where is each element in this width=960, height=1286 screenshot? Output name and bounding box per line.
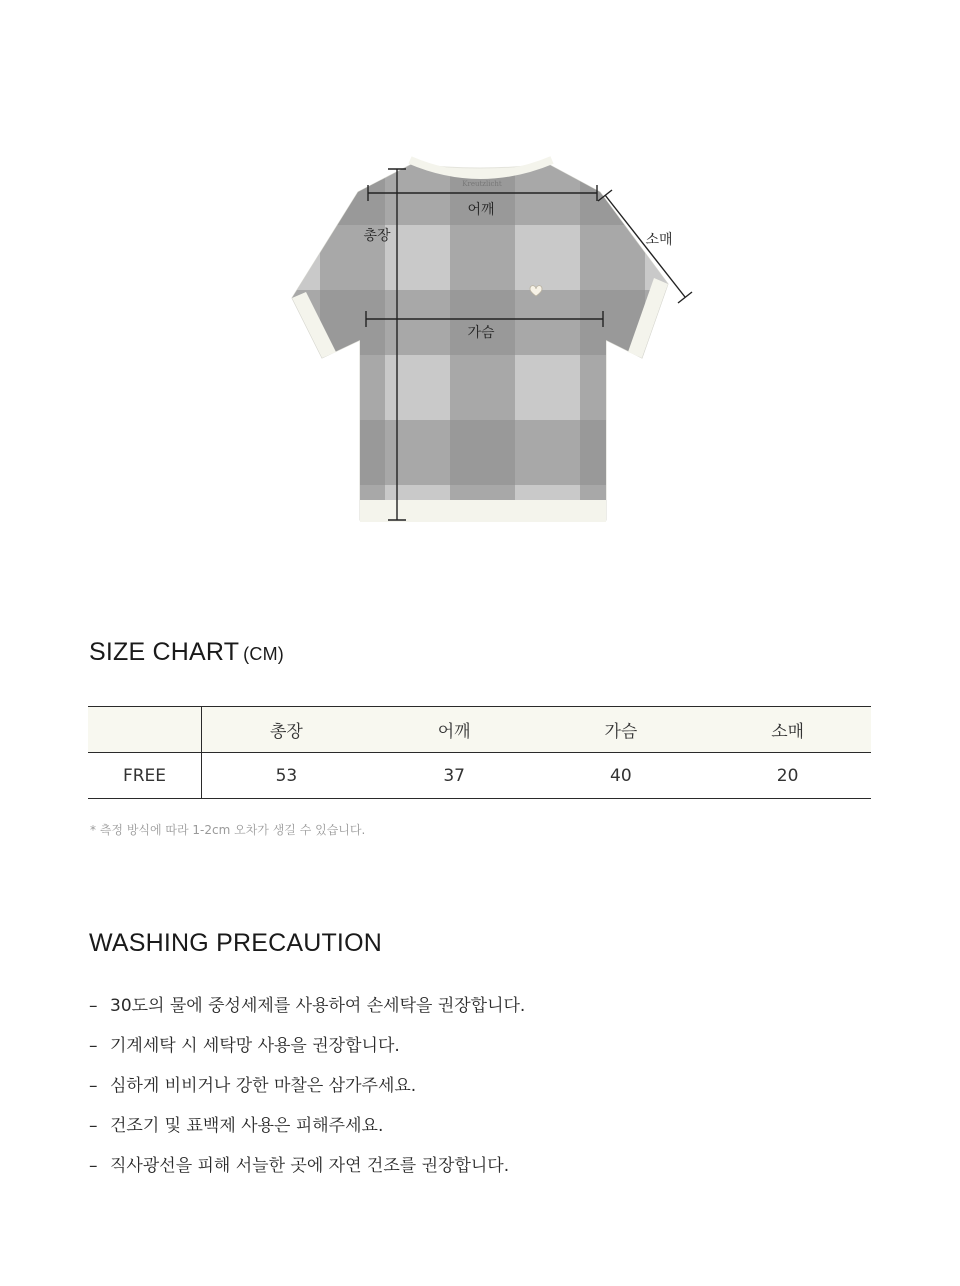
header-empty-cell [88, 707, 202, 753]
list-item [89, 1026, 525, 1066]
size-chart-title [89, 638, 284, 667]
garment-illustration [0, 150, 960, 540]
bullet-dash: – [89, 1156, 98, 1176]
size-chart-table [88, 706, 871, 799]
washing-item-text: 건조기 및 표백제 사용은 피해주세요. [110, 1116, 384, 1136]
header-shoulder: 어깨 [437, 722, 471, 742]
brand-tag: Kreutzlicht [462, 180, 502, 188]
washing-title: WASHING PRECAUTION [89, 929, 382, 957]
bullet-dash: – [89, 1116, 98, 1136]
measurement-note: * 측정 방식에 따라 1-2cm 오차가 생길 수 있습니다. [90, 823, 366, 837]
value-length: 53 [275, 765, 298, 786]
bullet-dash: – [89, 1076, 98, 1096]
label-sleeve: 소매 [645, 232, 673, 248]
value-shoulder: 37 [443, 765, 465, 786]
size-chart-unit: (CM) [243, 644, 284, 664]
value-chest: 40 [610, 765, 632, 786]
washing-item-text: 기계세탁 시 세탁망 사용을 권장합니다. [110, 1036, 400, 1056]
header-sleeve: 소매 [771, 722, 805, 742]
knit-tshirt-drawing [0, 150, 960, 540]
size-table-header-row [88, 707, 871, 753]
header-chest: 가슴 [604, 722, 638, 742]
list-item [89, 1066, 525, 1106]
bullet-dash: – [89, 1036, 98, 1056]
washing-item-text: 30도의 물에 중성세제를 사용하여 손세탁을 권장합니다. [110, 996, 526, 1016]
washing-item-text: 직사광선을 피해 서늘한 곳에 자연 건조를 권장합니다. [110, 1156, 510, 1176]
size-label: FREE [88, 753, 202, 799]
header-length: 총장 [269, 722, 303, 742]
size-chart-title-text: SIZE CHART [89, 638, 240, 666]
washing-list [89, 986, 525, 1186]
value-sleeve: 20 [776, 765, 799, 786]
label-chest: 가슴 [467, 325, 495, 341]
bullet-dash: – [89, 996, 98, 1016]
list-item [89, 1106, 525, 1146]
washing-item-text: 심하게 비비거나 강한 마찰은 삼가주세요. [110, 1076, 417, 1096]
label-shoulder: 어깨 [467, 202, 495, 218]
list-item [89, 986, 525, 1026]
list-item [89, 1146, 525, 1186]
label-length: 총장 [363, 228, 391, 244]
table-row [88, 753, 871, 799]
